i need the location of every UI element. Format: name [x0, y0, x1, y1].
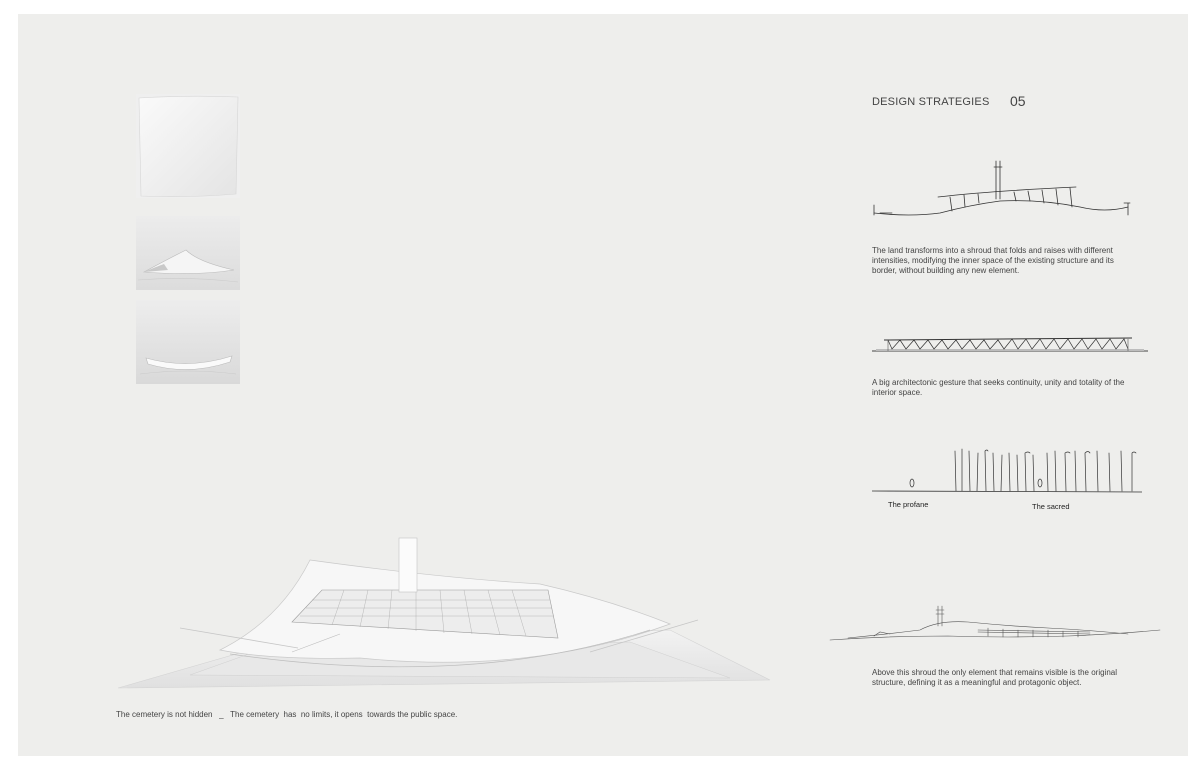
- visible-structure-sketch: [828, 600, 1163, 648]
- continuity-elevation-sketch: [870, 330, 1150, 356]
- caption-left: The cemetery is not hidden: [116, 710, 213, 719]
- sacred-label: The sacred: [1032, 502, 1070, 511]
- profane-sacred-sketch: [870, 445, 1150, 501]
- paper-sheet-thumbnail: [136, 94, 240, 198]
- caption-separator: _: [219, 710, 224, 719]
- folded-model-thumbnail: [136, 216, 240, 290]
- curved-model-thumbnail: [136, 300, 240, 384]
- strategy-2-text: A big architectonic gesture that seeks continuity, unity and totality of the interior space.: [872, 378, 1125, 397]
- land-shroud-sketch: [870, 155, 1145, 225]
- caption-right: The cemetery has no limits, it opens towards the public space.: [230, 710, 458, 719]
- page-number: 05: [1010, 93, 1026, 109]
- profane-label: The profane: [888, 500, 929, 509]
- model-caption: [116, 710, 457, 719]
- cemetery-model-render: [110, 530, 775, 695]
- strategy-1-text: The land transforms into a shroud that folds and raises with different intensities, modifying the inner space of the existing structure and its border, without building any new element.: [872, 246, 1114, 275]
- page-title: DESIGN STRATEGIES: [872, 96, 990, 108]
- strategy-4-text: Above this shroud the only element that remains visible is the original structure, defining it as a meaningful and protagonic object.: [872, 668, 1118, 687]
